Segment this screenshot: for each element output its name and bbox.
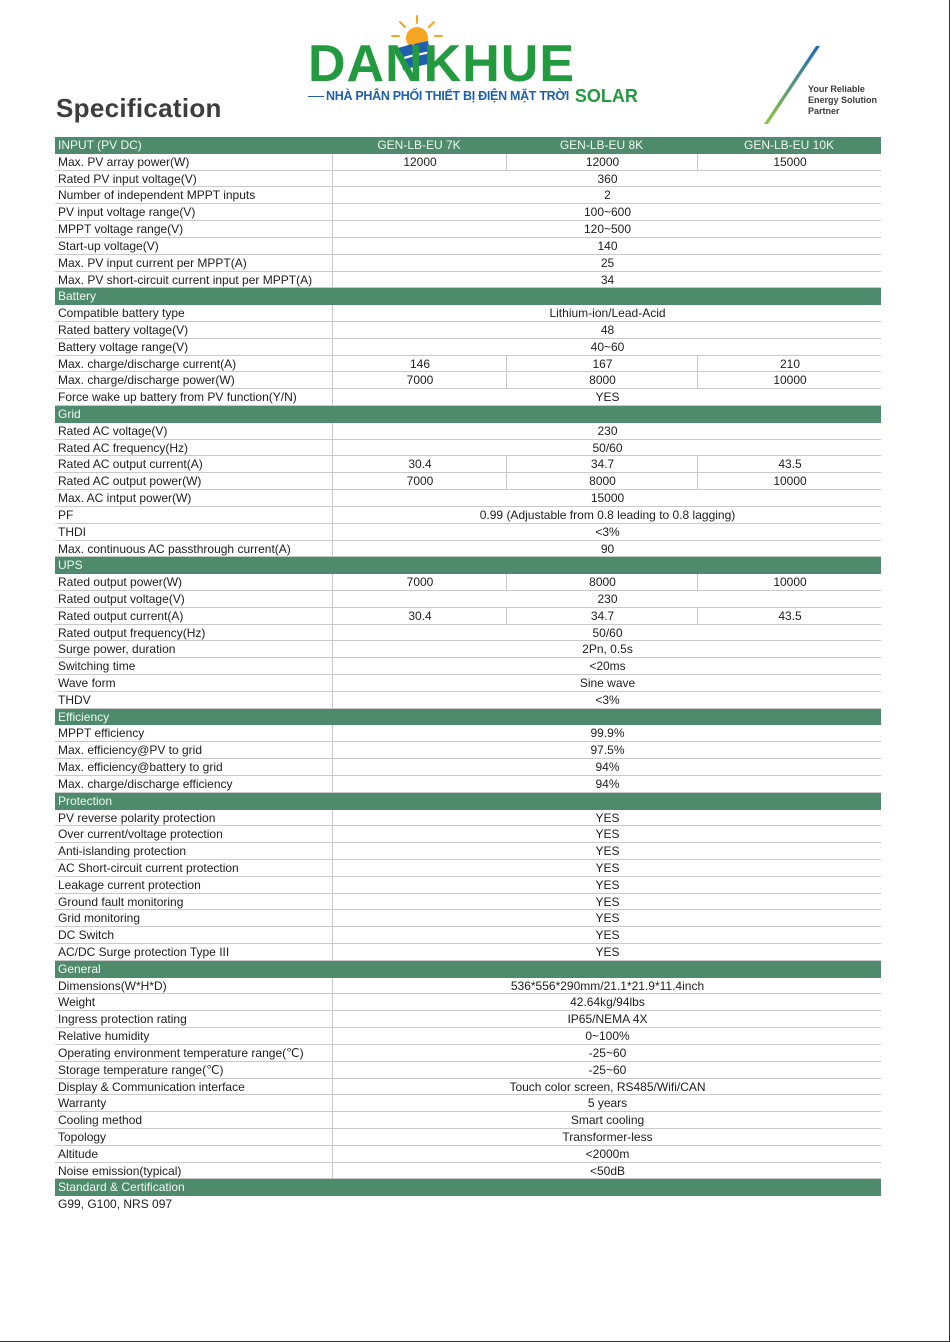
- spec-row: [55, 608, 881, 625]
- spec-value: 146: [332, 356, 507, 372]
- spec-row: [55, 440, 881, 457]
- spec-label: Rated output voltage(V): [58, 591, 185, 606]
- spec-label: THDV: [58, 692, 91, 707]
- spec-value: 90: [332, 541, 882, 557]
- spec-value: YES: [332, 927, 882, 943]
- section-input: [55, 154, 881, 289]
- spec-row: [55, 759, 881, 776]
- spec-label: DC Switch: [58, 928, 115, 943]
- spec-row: [55, 742, 881, 759]
- spec-row: [55, 423, 881, 440]
- spec-value: 15000: [697, 154, 882, 170]
- spec-value: <3%: [332, 692, 882, 708]
- spec-row: [55, 1095, 881, 1112]
- section-ups: [55, 574, 881, 709]
- spec-row: [55, 927, 881, 944]
- spec-row: [55, 1146, 881, 1163]
- section-title: Grid: [58, 407, 81, 421]
- spec-label: THDI: [58, 524, 86, 539]
- spec-value: 10000: [697, 372, 882, 388]
- spec-value: 30.4: [332, 608, 507, 624]
- spec-row: [55, 675, 881, 692]
- spec-value: 10000: [697, 574, 882, 590]
- spec-label: Storage temperature range(℃): [58, 1062, 224, 1077]
- spec-label: Altitude: [58, 1146, 99, 1161]
- slogan-line-1: Your Reliable: [808, 84, 865, 94]
- section-header-general: [55, 961, 881, 978]
- model-header: GEN-LB-EU 7K: [377, 138, 461, 152]
- spec-label: Rated output frequency(Hz): [58, 625, 206, 640]
- spec-row: [55, 490, 881, 507]
- spec-row: [55, 305, 881, 322]
- spec-value: 50/60: [332, 440, 882, 456]
- spec-row: [55, 1112, 881, 1129]
- spec-value: 7000: [332, 372, 507, 388]
- spec-label: MPPT voltage range(V): [58, 222, 184, 237]
- spec-value: -25~60: [332, 1062, 882, 1078]
- section-general: [55, 978, 881, 1180]
- spec-value: 2: [332, 187, 882, 203]
- spec-value: YES: [332, 860, 882, 876]
- spec-label: Grid monitoring: [58, 911, 141, 926]
- spec-row: [55, 725, 881, 742]
- spec-row: [55, 641, 881, 658]
- spec-row: [55, 238, 881, 255]
- spec-label: Max. PV array power(W): [58, 154, 190, 169]
- spec-label: Rated AC output power(W): [58, 474, 202, 489]
- spec-value: YES: [332, 877, 882, 893]
- section-battery: [55, 305, 881, 406]
- section-header-input: [55, 137, 881, 154]
- spec-value: Touch color screen, RS485/Wifi/CAN: [332, 1079, 882, 1095]
- spec-value: YES: [332, 944, 882, 960]
- spec-label: Ingress protection rating: [58, 1012, 187, 1027]
- section-efficiency: [55, 725, 881, 792]
- section-header-ups: [55, 557, 881, 574]
- spec-row: [55, 860, 881, 877]
- spec-value: 8000: [506, 574, 698, 590]
- spec-label: Ground fault monitoring: [58, 894, 184, 909]
- spec-value: YES: [332, 826, 882, 842]
- spec-label: Rated AC voltage(V): [58, 423, 168, 438]
- spec-value: 10000: [697, 473, 882, 489]
- spec-label: Rated AC frequency(Hz): [58, 440, 189, 455]
- spec-row: [55, 692, 881, 709]
- spec-value: 230: [332, 423, 882, 439]
- spec-value: 0.99 (Adjustable from 0.8 leading to 0.8 lagging): [332, 507, 882, 523]
- spec-row: [55, 272, 881, 289]
- spec-row: [55, 1129, 881, 1146]
- spec-value: Sine wave: [332, 675, 882, 691]
- specification-table: [55, 137, 881, 1213]
- spec-row: [55, 877, 881, 894]
- spec-value: 8000: [506, 473, 698, 489]
- spec-value: 94%: [332, 776, 882, 792]
- spec-label: Operating environment temperature range(℃): [58, 1045, 304, 1060]
- spec-label: PV input voltage range(V): [58, 205, 196, 220]
- spec-row: [55, 658, 881, 675]
- spec-row: [55, 944, 881, 961]
- spec-row: [55, 541, 881, 558]
- spec-label: PV reverse polarity protection: [58, 810, 216, 825]
- spec-label: Display & Communication interface: [58, 1079, 245, 1094]
- spec-value: 15000: [332, 490, 882, 506]
- standard-value: G99, G100, NRS 097: [58, 1197, 173, 1212]
- spec-row: [55, 187, 881, 204]
- spec-label: Dimensions(W*H*D): [58, 978, 167, 993]
- spec-label: AC/DC Surge protection Type III: [58, 945, 230, 959]
- section-title: INPUT (PV DC): [58, 138, 142, 152]
- spec-row: [55, 356, 881, 373]
- spec-value: 50/60: [332, 625, 882, 641]
- spec-label: Max. continuous AC passthrough current(A): [58, 541, 291, 556]
- spec-row: [55, 221, 881, 238]
- section-title: General: [58, 961, 101, 976]
- spec-label: Leakage current protection: [58, 877, 201, 892]
- spec-label: Rated output power(W): [58, 575, 183, 590]
- spec-label: Cooling method: [58, 1113, 143, 1128]
- spec-value: YES: [332, 389, 882, 405]
- spec-value: 12000: [332, 154, 507, 170]
- section-grid: [55, 423, 881, 558]
- page-title: Specification: [56, 93, 222, 123]
- section-header-protection: [55, 793, 881, 810]
- spec-label: Weight: [58, 995, 96, 1010]
- spec-label: Switching time: [58, 659, 136, 674]
- spec-label: Max. charge/discharge efficiency: [58, 776, 233, 791]
- spec-label: Max. charge/discharge power(W): [58, 373, 235, 388]
- spec-label: Battery voltage range(V): [58, 339, 189, 354]
- spec-value: 34: [332, 272, 882, 288]
- spec-label: Max. PV input current per MPPT(A): [58, 255, 247, 270]
- spec-row: [55, 1079, 881, 1096]
- spec-value: 230: [332, 591, 882, 607]
- spec-label: MPPT efficiency: [58, 726, 145, 741]
- standard-row: [55, 1196, 881, 1213]
- section-header-efficiency: [55, 709, 881, 726]
- spec-value: <50dB: [332, 1163, 882, 1179]
- spec-row: [55, 994, 881, 1011]
- spec-value: 7000: [332, 473, 507, 489]
- spec-value: 30.4: [332, 456, 507, 472]
- section-protection: [55, 810, 881, 961]
- spec-row: [55, 843, 881, 860]
- spec-value: <20ms: [332, 658, 882, 674]
- spec-row: [55, 1062, 881, 1079]
- spec-row: [55, 473, 881, 490]
- spec-row: [55, 591, 881, 608]
- spec-label: Max. PV short-circuit current input per MPPT(A): [58, 272, 313, 287]
- spec-row: [55, 339, 881, 356]
- spec-value: 42.64kg/94lbs: [332, 994, 882, 1010]
- spec-row: [55, 255, 881, 272]
- spec-value: 25: [332, 255, 882, 271]
- spec-row: [55, 1045, 881, 1062]
- model-header: GEN-LB-EU 8K: [559, 138, 644, 152]
- brand-wordmark: DANKHUE: [308, 35, 575, 93]
- spec-value: 5 years: [332, 1095, 882, 1111]
- spec-label: Warranty: [58, 1096, 107, 1111]
- spec-label: Compatible battery type: [58, 306, 185, 321]
- tagline-vn: NHÀ PHÂN PHỐI THIẾT BỊ ĐIỆN MẶT TRỜI: [326, 89, 569, 103]
- spec-value: 43.5: [697, 608, 882, 624]
- slogan-text: [808, 84, 898, 117]
- spec-row: [55, 978, 881, 995]
- spec-row: [55, 910, 881, 927]
- spec-value: 100~600: [332, 204, 882, 220]
- spec-label: Rated output current(A): [58, 608, 184, 623]
- spec-label: Max. charge/discharge current(A): [58, 356, 237, 371]
- section-title: Protection: [58, 793, 113, 808]
- slogan-line-3: Partner: [808, 106, 840, 116]
- spec-value: IP65/NEMA 4X: [332, 1011, 882, 1027]
- spec-value: Smart cooling: [332, 1112, 882, 1128]
- spec-value: 360: [332, 171, 882, 187]
- section-title: Battery: [58, 289, 97, 304]
- company-logo: [308, 14, 653, 106]
- spec-label: Start-up voltage(V): [58, 238, 159, 253]
- spec-label: Relative humidity: [58, 1029, 150, 1044]
- spec-value: -25~60: [332, 1045, 882, 1061]
- spec-label: Noise emission(typical): [58, 1163, 182, 1178]
- spec-value: YES: [332, 894, 882, 910]
- spec-row: [55, 389, 881, 406]
- spec-value: YES: [332, 810, 882, 826]
- section-title: Efficiency: [58, 709, 110, 724]
- spec-label: AC Short-circuit current protection: [58, 860, 239, 875]
- section-header-standard: [55, 1179, 881, 1196]
- spec-row: [55, 574, 881, 591]
- spec-row: [55, 1163, 881, 1180]
- spec-row: [55, 456, 881, 473]
- brand-tagline: [308, 88, 648, 104]
- spec-row: [55, 372, 881, 389]
- spec-value: 536*556*290mm/21.1*21.9*11.4inch: [332, 978, 882, 994]
- spec-row: [55, 826, 881, 843]
- spec-label: Force wake up battery from PV function(Y/N): [58, 390, 297, 405]
- spec-label: Rated AC output current(A): [58, 457, 203, 472]
- spec-value: 43.5: [697, 456, 882, 472]
- slogan-block: [760, 44, 890, 126]
- spec-row: [55, 894, 881, 911]
- spec-label: Wave form: [58, 676, 116, 690]
- spec-label: Max. AC intput power(W): [58, 491, 192, 506]
- section-title: UPS: [58, 558, 83, 573]
- spec-label: Topology: [58, 1129, 107, 1144]
- section-header-battery: [55, 288, 881, 305]
- spec-label: Number of independent MPPT inputs: [58, 188, 256, 203]
- spec-value: 48: [332, 322, 882, 338]
- spec-label: Max. efficiency@PV to grid: [58, 743, 203, 758]
- spec-value: 34.7: [506, 456, 698, 472]
- spec-row: [55, 507, 881, 524]
- spec-value: 8000: [506, 372, 698, 388]
- spec-value: Transformer-less: [332, 1129, 882, 1145]
- spec-row: [55, 524, 881, 541]
- spec-label: Rated PV input voltage(V): [58, 171, 197, 186]
- spec-row: [55, 1028, 881, 1045]
- spec-label: Max. efficiency@battery to grid: [58, 760, 223, 775]
- spec-value: <3%: [332, 524, 882, 540]
- spec-value: 7000: [332, 574, 507, 590]
- spec-row: [55, 204, 881, 221]
- section-header-grid: [55, 406, 881, 423]
- spec-label: Over current/voltage protection: [58, 827, 223, 842]
- spec-row: [55, 154, 881, 171]
- spec-value: YES: [332, 843, 882, 859]
- spec-value: 120~500: [332, 221, 882, 237]
- spec-label: Anti-islanding protection: [58, 844, 187, 859]
- slogan-line-2: Energy Solution: [808, 95, 878, 105]
- spec-label: PF: [58, 507, 74, 522]
- spec-row: [55, 322, 881, 339]
- spec-value: 97.5%: [332, 742, 882, 758]
- section-title: Standard & Certification: [58, 1180, 185, 1195]
- model-header: GEN-LB-EU 10K: [743, 138, 835, 152]
- spec-value: 12000: [506, 154, 698, 170]
- spec-label: Surge power, duration: [58, 642, 176, 657]
- spec-value: 2Pn, 0.5s: [332, 641, 882, 657]
- spec-label: Rated battery voltage(V): [58, 322, 189, 337]
- spec-value: 34.7: [506, 608, 698, 624]
- spec-row: [55, 1011, 881, 1028]
- spec-row: [55, 776, 881, 793]
- spec-value: Lithium-ion/Lead-Acid: [332, 305, 882, 321]
- spec-value: 40~60: [332, 339, 882, 355]
- tagline-dash: [308, 96, 324, 97]
- spec-value: 140: [332, 238, 882, 254]
- spec-value: 167: [506, 356, 698, 372]
- spec-row: [55, 810, 881, 827]
- spec-value: 0~100%: [332, 1028, 882, 1044]
- spec-value: 94%: [332, 759, 882, 775]
- spec-row: [55, 171, 881, 188]
- spec-value: <2000m: [332, 1146, 882, 1162]
- tagline-solar: SOLAR: [574, 86, 638, 106]
- spec-value: 99.9%: [332, 725, 882, 741]
- spec-row: [55, 625, 881, 642]
- spec-value: 210: [697, 356, 882, 372]
- spec-value: YES: [332, 910, 882, 926]
